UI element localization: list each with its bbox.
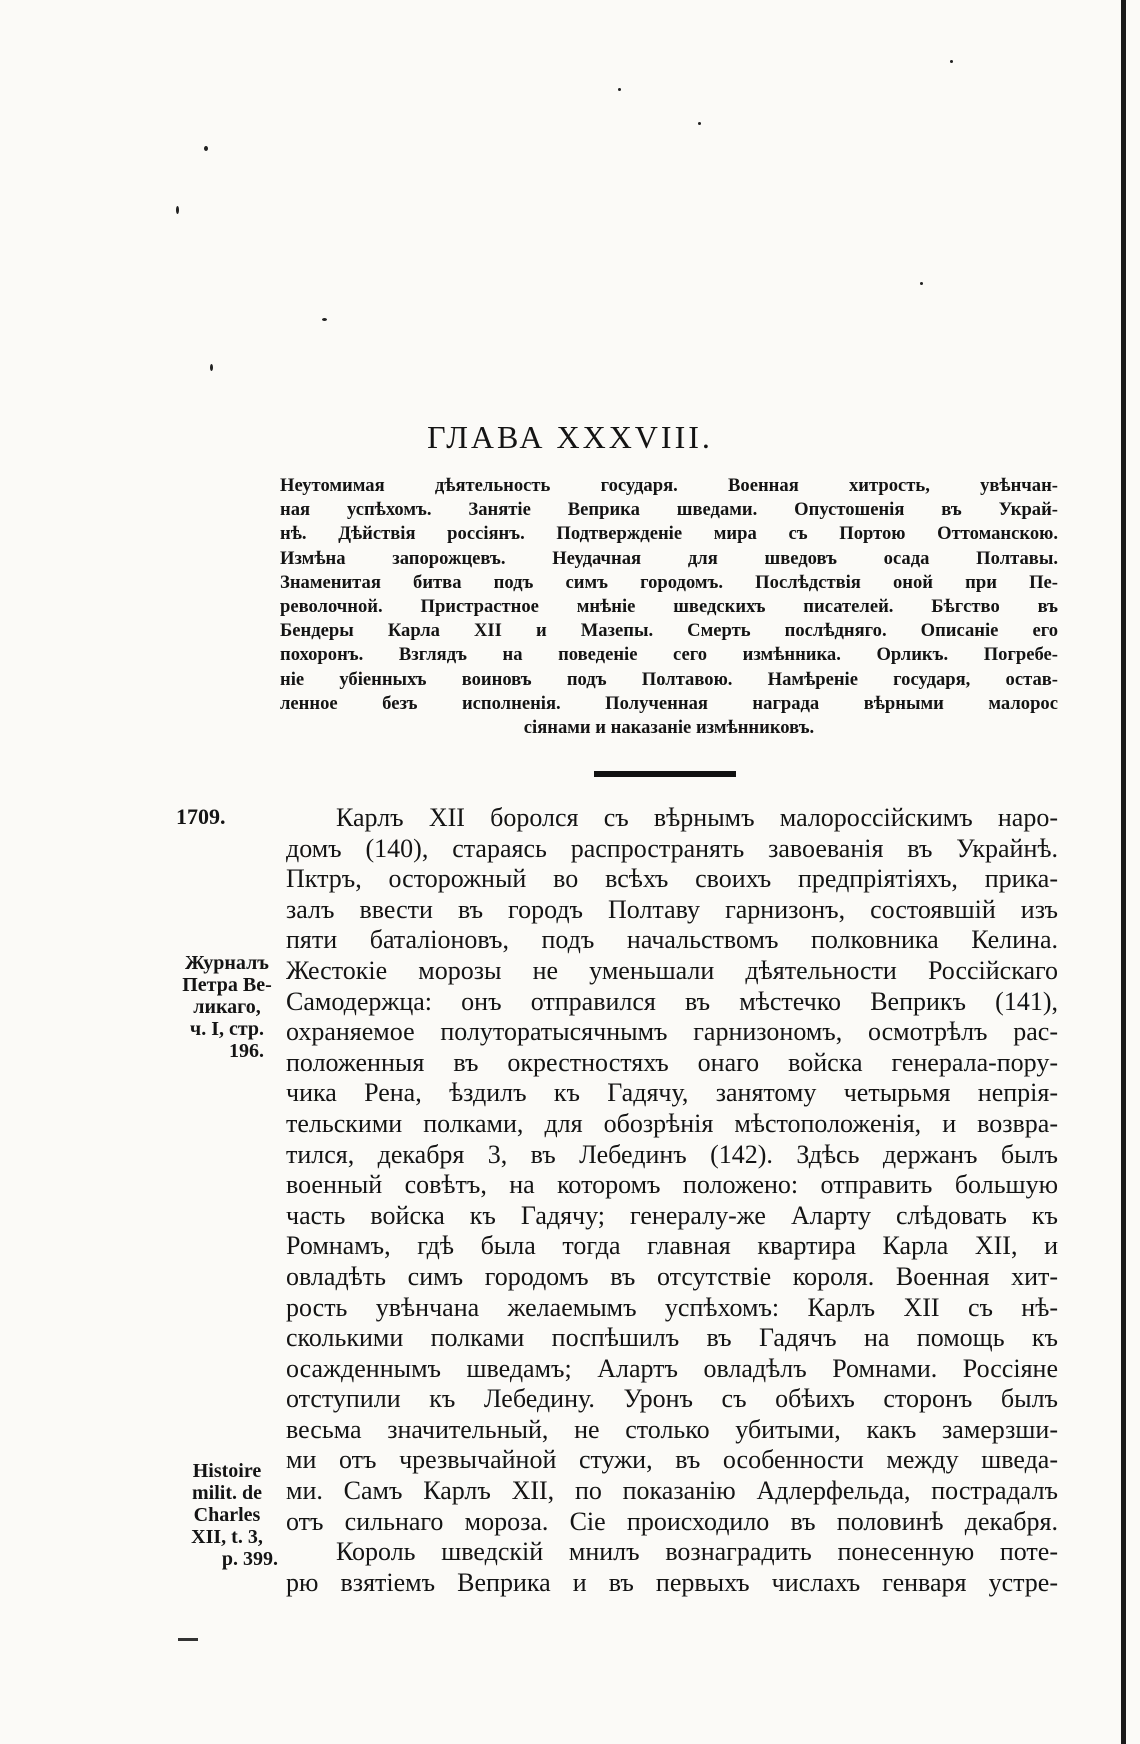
scan-speck: [176, 206, 179, 214]
section-divider: [594, 771, 736, 777]
body-line: ми отъ чрезвычайной стужи, въ особенности между шведа-: [286, 1445, 1058, 1475]
body-text: [286, 803, 1058, 1598]
margin-note-source: [176, 1460, 278, 1570]
body-line: Ромнамъ, гдѣ была тогда главная квартира Карла XII, и: [286, 1231, 1058, 1261]
margin-note-source: [172, 952, 282, 1062]
body-line: пяти баталіоновъ, подъ начальствомъ полковника Келина.: [286, 925, 1058, 955]
scan-speck: [950, 60, 953, 63]
scan-mark: [178, 1638, 198, 1641]
body-line: осажденнымъ шведамъ; Алартъ овладѣлъ Ромнами. Россіяне: [286, 1353, 1058, 1383]
page-edge-shadow: [1121, 0, 1126, 1744]
summary-line: похоронъ. Взглядъ на поведеніе сего измѣнника. Орликъ. Погребе-: [280, 644, 1058, 666]
margin-year: 1709.: [176, 804, 226, 829]
margin-note-line: Петра Ве-: [182, 974, 272, 996]
summary-line: Бендеры Карла XII и Мазепы. Смерть послѣдняго. Описаніе его: [280, 620, 1058, 642]
body-line: весьма значительный, не столько убитыми, какъ замерзши-: [286, 1414, 1058, 1444]
scan-speck: [920, 282, 923, 285]
summary-line: револочной. Пристрастное мнѣніе шведскихъ писателей. Бѣгство въ: [280, 596, 1058, 618]
margin-note-line: ликаго,: [193, 996, 261, 1018]
body-line: Жестокіе морозы не уменьшали дѣятельности Россійскаго: [286, 955, 1058, 985]
summary-line: ная успѣхомъ. Занятіе Веприка шведами. Опустошенія въ Украй-: [280, 499, 1058, 521]
body-line: отъ сильнаго мороза. Сіе происходило въ половинѣ декабря.: [286, 1506, 1058, 1536]
body-line: сколькими полками поспѣшилъ въ Гадячъ на помощь къ: [286, 1323, 1058, 1353]
margin-note-line: ч. I, стр.: [189, 1018, 265, 1040]
scan-speck: [698, 122, 701, 125]
margin-note-line: milit. de: [192, 1482, 262, 1504]
body-line: чика Рена, ѣздилъ къ Гадячу, занятому четырьмя непрія-: [286, 1078, 1058, 1108]
body-line: положенныя въ окрестностяхъ онаго войска генерала-пору-: [286, 1047, 1058, 1077]
summary-line: Неутомимая дѣятельность государя. Военная хитрость, увѣнчан-: [280, 475, 1058, 496]
summary-line: нѣ. Дѣйствія россіянъ. Подтвержденіе мира съ Портою Оттоманскою.: [280, 523, 1058, 545]
body-line: Король шведскій мнилъ вознаградить понесенную поте-: [336, 1537, 1058, 1567]
body-line: тельскими полками, для обозрѣнія мѣстоположенія, и возвра-: [286, 1108, 1058, 1138]
scan-speck: [210, 364, 213, 371]
chapter-title: ГЛАВА XXXVIII.: [427, 419, 713, 456]
summary-line: сіянами и наказаніе измѣнниковъ.: [523, 717, 815, 739]
body-line: Пктръ, осторожный во всѣхъ своихъ предпріятіяхъ, прика-: [286, 864, 1058, 894]
margin-note-line: XII, t. 3,: [191, 1526, 263, 1548]
margin-note-line: Журналъ: [185, 952, 269, 974]
body-line: рость увѣнчана желаемымъ успѣхомъ: Карлъ XII съ нѣ-: [286, 1292, 1058, 1322]
summary-line: ленное безъ исполненія. Полученная награда вѣрными малорос: [280, 692, 1058, 714]
chapter-summary: [280, 474, 1058, 740]
margin-note-line: Histoire: [192, 1460, 262, 1482]
body-line: тился, декабря 3, въ Лебединъ (142). Здѣсь держанъ былъ: [286, 1139, 1058, 1169]
body-line: военный совѣтъ, на которомъ положено: отправить большую: [286, 1170, 1058, 1200]
body-line: залъ ввести въ городъ Полтаву гарнизонъ, состоявшій изъ: [286, 894, 1058, 924]
body-line: домъ (140), стараясь распространять завоеванія въ Украйнѣ.: [286, 833, 1058, 863]
scan-speck: [322, 318, 327, 321]
body-line: рю взятіемъ Веприка и въ первыхъ числахъ генваря устре-: [286, 1567, 1058, 1597]
summary-line: Знаменитая битва подъ симъ городомъ. Послѣдствія оной при Пе-: [280, 571, 1058, 593]
scan-speck: [618, 88, 621, 91]
body-line: овладѣть симъ городомъ въ отсутствіе короля. Военная хит-: [286, 1261, 1058, 1291]
margin-note-line: p. 399.: [221, 1548, 278, 1570]
body-line: ми. Самъ Карлъ XII, по показанію Адлерфельда, пострадалъ: [286, 1476, 1058, 1506]
summary-line: Измѣна запорожцевъ. Неудачная для шведовъ осада Полтавы.: [280, 547, 1058, 569]
scan-speck: [204, 146, 208, 151]
body-line: Карлъ XII боролся съ вѣрнымъ малороссійскимъ наро-: [336, 803, 1058, 832]
margin-note-line: 196.: [229, 1040, 264, 1062]
body-line: Самодержца: онъ отправился въ мѣстечко Веприкъ (141),: [286, 986, 1058, 1016]
summary-line: ніе убіенныхъ воиновъ подъ Полтавою. Намѣреніе государя, остав-: [280, 668, 1058, 690]
body-line: отступили къ Лебедину. Уронъ съ обѣихъ сторонъ былъ: [286, 1384, 1058, 1414]
body-line: охраняемое полуторатысячнымъ гарнизономъ, осмотрѣлъ рас-: [286, 1017, 1058, 1047]
body-line: часть войска къ Гадячу; генералу-же Аларту слѣдовать къ: [286, 1200, 1058, 1230]
margin-note-line: Charles: [193, 1504, 261, 1526]
